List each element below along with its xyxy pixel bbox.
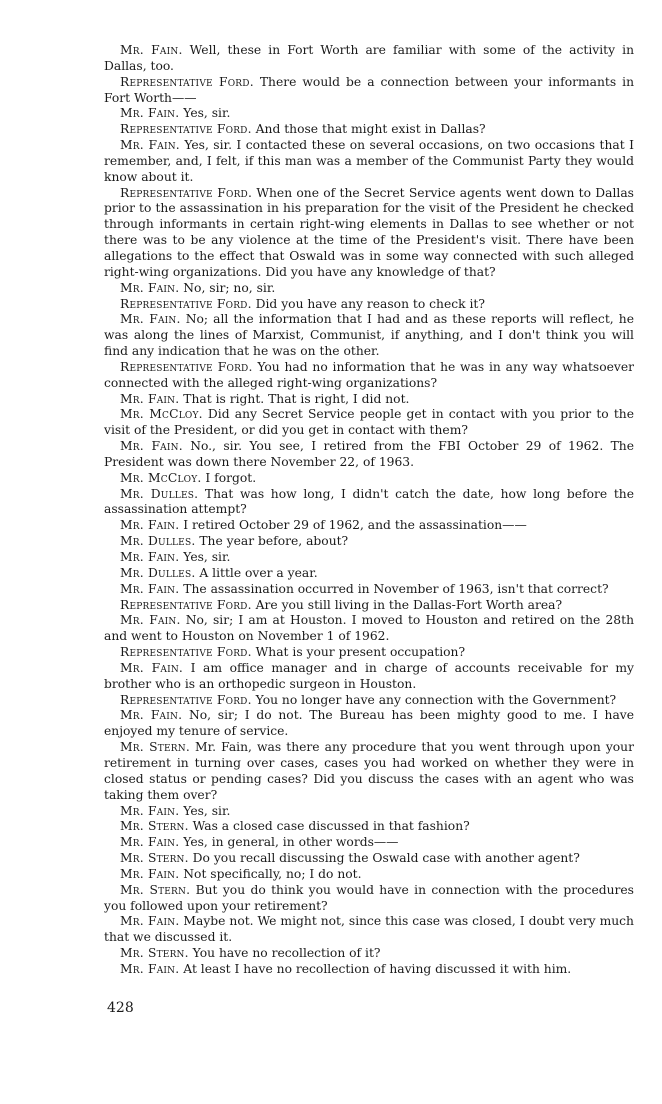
testimony-paragraph bbox=[104, 867, 634, 883]
speech-text: At least I have no recollection of having discussed it with him. bbox=[183, 961, 572, 976]
speaker-name: Mr. Fain. bbox=[120, 518, 180, 533]
speech-text: That is right. That is right, I did not. bbox=[183, 391, 410, 406]
speaker-name: Mr. Fain. bbox=[120, 961, 180, 976]
speaker-name: Mr. Dulles. bbox=[120, 486, 199, 501]
speaker-name: Mr. Fain. bbox=[120, 106, 180, 121]
speaker-name: Mr. McCloy. bbox=[120, 470, 202, 485]
speaker-name: Mr. McCloy. bbox=[120, 407, 203, 422]
speaker-name: Mr. Fain. bbox=[120, 550, 180, 564]
testimony-paragraph bbox=[104, 122, 634, 138]
speaker-name: Mr. Fain. bbox=[120, 280, 180, 295]
testimony-paragraph bbox=[104, 43, 634, 75]
speech-text: Yes, sir. bbox=[183, 803, 231, 818]
testimony-paragraph bbox=[104, 946, 634, 962]
speaker-name: Mr. Fain. bbox=[120, 914, 180, 929]
speech-text: I am office manager and in charge of accounts receivable for my brother who is an orthopedic surgeon in Houston. bbox=[104, 660, 634, 691]
speaker-name: Mr. Fain. bbox=[120, 391, 180, 406]
testimony-paragraph bbox=[104, 645, 634, 661]
speech-text: Do you recall discussing the Oswald case with another agent? bbox=[192, 851, 580, 866]
testimony-paragraph bbox=[104, 851, 634, 867]
speaker-name: Representative Ford. bbox=[120, 122, 252, 137]
speech-text: No, sir; I am at Houston. I moved to Houston and retired on the 28th and went to Houston on November 1 of 1962. bbox=[104, 613, 634, 644]
speech-text: The assassination occurred in November of 1963, isn't that correct? bbox=[183, 581, 609, 596]
speaker-name: Mr. Dulles. bbox=[120, 565, 196, 580]
testimony-paragraph bbox=[104, 693, 634, 709]
testimony-paragraph bbox=[104, 312, 634, 360]
testimony-paragraph bbox=[104, 550, 634, 566]
testimony-paragraph bbox=[104, 708, 634, 740]
speaker-name: Mr. Fain. bbox=[120, 803, 180, 818]
speech-text: There would be a connection between your informants in Fort Worth—— bbox=[104, 74, 634, 105]
transcript-body bbox=[104, 43, 634, 978]
speech-text: A little over a year. bbox=[199, 565, 318, 580]
testimony-paragraph bbox=[104, 360, 634, 392]
speech-text: No, sir; no, sir. bbox=[183, 280, 276, 295]
testimony-paragraph bbox=[104, 518, 634, 534]
testimony-paragraph bbox=[104, 281, 634, 297]
speaker-name: Mr. Stern. bbox=[120, 740, 190, 755]
speech-text: Did any Secret Service people get in contact with you prior to the visit of the President, or did you get in contact with them? bbox=[104, 407, 634, 438]
testimony-paragraph bbox=[104, 740, 634, 803]
testimony-paragraph bbox=[104, 661, 634, 693]
speaker-name: Mr. Fain. bbox=[120, 43, 183, 57]
speech-text: Maybe not. We might not, since this case was closed, I doubt very much that we discussed it. bbox=[104, 914, 634, 945]
speaker-name: Representative Ford. bbox=[120, 185, 253, 200]
speaker-name: Mr. Stern. bbox=[120, 946, 189, 961]
testimony-paragraph bbox=[104, 962, 634, 978]
speech-text: And those that might exist in Dallas? bbox=[255, 122, 486, 137]
testimony-paragraph bbox=[104, 819, 634, 835]
speech-text: No., sir. You see, I retired from the FBI October 29 of 1962. The President was down there November 22, of 1963. bbox=[104, 439, 634, 469]
speaker-name: Representative Ford. bbox=[120, 74, 254, 89]
testimony-paragraph bbox=[104, 598, 634, 614]
testimony-paragraph bbox=[104, 439, 634, 471]
speech-text: Yes, in general, in other words—— bbox=[183, 835, 399, 850]
testimony-paragraph bbox=[104, 297, 634, 313]
testimony-paragraph bbox=[104, 914, 634, 946]
speaker-name: Mr. Dulles. bbox=[120, 534, 196, 549]
speech-text: Yes, sir. bbox=[183, 106, 231, 121]
speech-text: Not specifically, no; I do not. bbox=[183, 866, 362, 881]
speaker-name: Mr. Stern. bbox=[120, 851, 189, 866]
speech-text: I forgot. bbox=[205, 470, 257, 485]
testimony-paragraph bbox=[104, 138, 634, 186]
testimony-paragraph bbox=[104, 582, 634, 598]
speaker-name: Mr. Fain. bbox=[120, 138, 180, 153]
testimony-paragraph bbox=[104, 106, 634, 122]
testimony-paragraph bbox=[104, 835, 634, 851]
testimony-paragraph bbox=[104, 534, 634, 550]
testimony-paragraph bbox=[104, 471, 634, 487]
testimony-paragraph bbox=[104, 566, 634, 582]
speaker-name: Representative Ford. bbox=[120, 296, 252, 311]
speech-text: That was how long, I didn't catch the date, how long before the assassination attempt? bbox=[104, 486, 634, 517]
speaker-name: Representative Ford. bbox=[120, 645, 252, 660]
speaker-name: Mr. Fain. bbox=[120, 312, 181, 327]
speech-text: Are you still living in the Dallas-Fort Worth area? bbox=[255, 597, 563, 612]
speaker-name: Representative Ford. bbox=[120, 359, 253, 374]
speech-text: Yes, sir. I contacted these on several occasions, on two occasions that I remember, and, I felt, if this man was a member of the Communist Party they would know about it. bbox=[104, 138, 634, 184]
speaker-name: Mr. Fain. bbox=[120, 708, 183, 723]
speaker-name: Representative Ford. bbox=[120, 692, 252, 707]
speech-text: You had no information that he was in any way whatsoever connected with the alleged right-wing organizations? bbox=[104, 359, 634, 390]
speech-text: The year before, about? bbox=[199, 534, 349, 549]
speaker-name: Mr. Stern. bbox=[120, 882, 191, 897]
speaker-name: Mr. Fain. bbox=[120, 581, 180, 596]
speech-text: Yes, sir. bbox=[183, 550, 231, 564]
testimony-paragraph bbox=[104, 392, 634, 408]
speech-text: But you do think you would have in connection with the procedures you followed upon your retirement? bbox=[104, 882, 634, 913]
testimony-paragraph bbox=[104, 186, 634, 281]
speaker-name: Mr. Fain. bbox=[120, 613, 181, 628]
speech-text: No, sir; I do not. The Bureau has been mighty good to me. I have enjoyed my tenure of service. bbox=[104, 708, 634, 739]
speaker-name: Representative Ford. bbox=[120, 597, 252, 612]
speaker-name: Mr. Fain. bbox=[120, 866, 180, 881]
page-number: 428 bbox=[107, 1000, 134, 1016]
speaker-name: Mr. Stern. bbox=[120, 819, 189, 834]
speech-text: What is your present occupation? bbox=[255, 645, 466, 660]
speech-text: I retired October 29 of 1962, and the assassination—— bbox=[183, 518, 527, 533]
testimony-paragraph bbox=[104, 407, 634, 439]
speech-text: You no longer have any connection with the Government? bbox=[255, 692, 617, 707]
speech-text: When one of the Secret Service agents went down to Dallas prior to the assassination in his preparation for the visit of the President he checked through informants in certain right-wing elements in Dallas to see whether or not there was to be any violence at the time of the President's visit. There have been allegations to the effect that Oswald was in some way connected with such alleged right-wing organizations. Did you have any knowledge of that? bbox=[104, 185, 634, 279]
speech-text: Was a closed case discussed in that fashion? bbox=[192, 819, 470, 834]
speaker-name: Mr. Fain. bbox=[120, 660, 184, 675]
testimony-paragraph bbox=[104, 487, 634, 519]
speech-text: You have no recollection of it? bbox=[192, 946, 381, 961]
speech-text: Well, these in Fort Worth are familiar with some of the activity in Dallas, too. bbox=[104, 43, 634, 73]
speaker-name: Mr. Fain. bbox=[120, 439, 183, 454]
testimony-paragraph bbox=[104, 883, 634, 915]
speech-text: No; all the information that I had and as these reports will reflect, he was along the lines of Marxist, Communist, if anything, and I don't think you will find any indication that he was on the other. bbox=[104, 312, 634, 359]
speech-text: Did you have any reason to check it? bbox=[255, 296, 485, 311]
testimony-paragraph bbox=[104, 613, 634, 645]
speaker-name: Mr. Fain. bbox=[120, 835, 180, 850]
testimony-paragraph bbox=[104, 75, 634, 107]
speech-text: Mr. Fain, was there any procedure that you went through upon your retirement in turning over cases, cases you had worked on whether they were in closed status or pending cases? Did you discuss the cases with an agent who was taking them over? bbox=[104, 740, 634, 802]
testimony-paragraph bbox=[104, 804, 634, 820]
